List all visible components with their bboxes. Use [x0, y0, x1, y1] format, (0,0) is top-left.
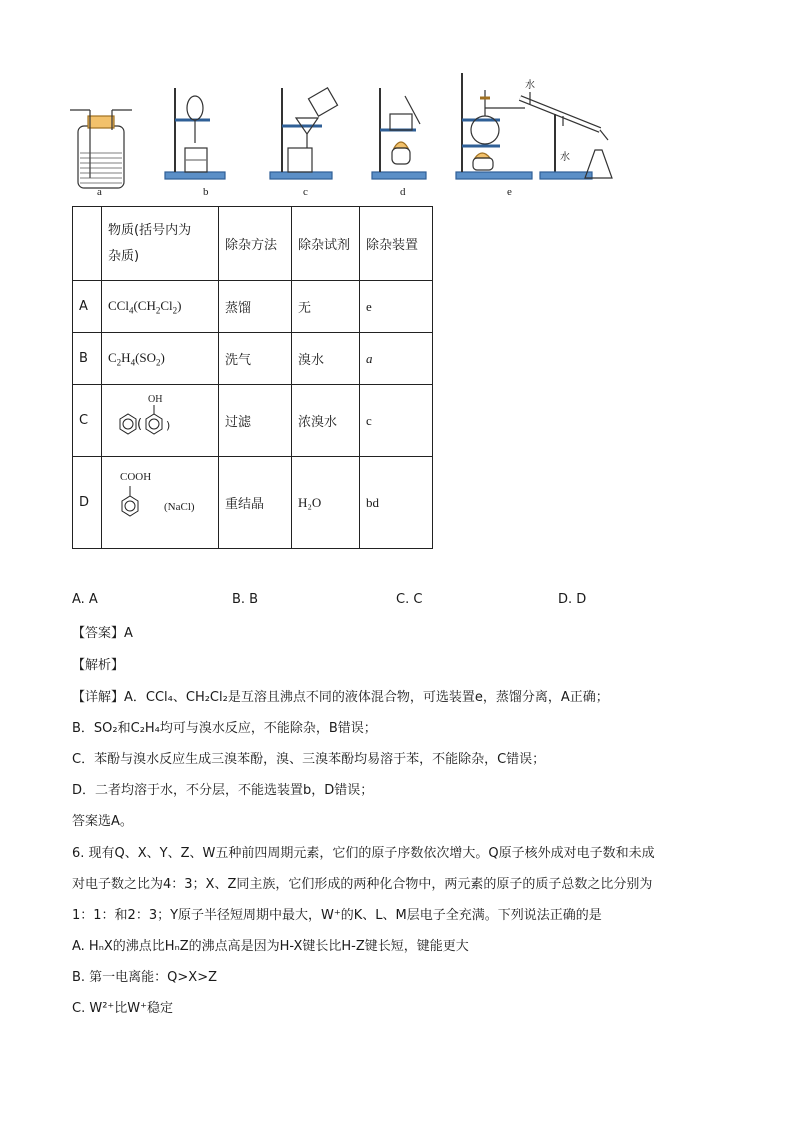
apparatus-label-c: c [303, 186, 308, 198]
row-method: 重结晶 [219, 457, 292, 549]
table-row [73, 457, 433, 549]
benzene-phenol-structure [108, 389, 208, 449]
header-reagent: 除杂试剂 [292, 207, 360, 281]
header-method: 除杂方法 [219, 207, 292, 281]
row-label: B [73, 333, 102, 385]
option-b: B. B [232, 592, 259, 607]
q6-option-c: C. W²⁺比W⁺稳定 [72, 1001, 173, 1016]
svg-text:COOH: COOH [120, 470, 152, 483]
water-in-label: 水 [560, 152, 570, 163]
row-method: 过滤 [219, 385, 292, 457]
apparatus-a-wash-bottle [70, 110, 132, 188]
option-c: C. C [396, 592, 423, 607]
option-d: D. D [558, 592, 587, 607]
detail-a: 【详解】A．CCl₄、CH₂Cl₂是互溶且沸点不同的液体混合物，可选装置e，蒸馏分离，A正确； [72, 690, 609, 705]
svg-text:): ) [166, 418, 171, 432]
row-substance-structure [102, 385, 219, 457]
apparatus-d-evaporation [372, 88, 426, 179]
row-substance: $C_2H_4(SO_2)$ [102, 333, 219, 385]
apparatus-label-b: b [203, 186, 209, 198]
row-reagent: 溴水 [292, 333, 360, 385]
detail-b: B．SO₂和C₂H₄均可与溴水反应，不能除杂，B错误； [72, 721, 377, 736]
row-method: 洗气 [219, 333, 292, 385]
analysis-label: 【解析】 [72, 658, 125, 673]
svg-text:OH: OH [148, 393, 163, 405]
apparatus-label-d: d [400, 186, 406, 198]
answer-label: 【答案】A [72, 626, 133, 641]
detail-c: C．苯酚与溴水反应生成三溴苯酚，溴、三溴苯酚均易溶于苯，不能除杂，C错误； [72, 752, 546, 767]
header-substance: 物质(括号内为 杂质) [102, 207, 219, 281]
water-out-label: 水 [525, 80, 535, 91]
row-device: e [360, 281, 433, 333]
row-device: bd [360, 457, 433, 549]
q6-stem-line1: 6. 现有Q、X、Y、Z、W五种前四周期元素，它们的原子序数依次增大。Q原子核外成对电子数和未成 [72, 846, 655, 861]
q6-option-a: A. HₙX的沸点比HₙZ的沸点高是因为H-X键长比H-Z键长短，键能更大 [72, 939, 469, 954]
table-header-row [73, 207, 433, 281]
benzoic-acid-structure [108, 466, 212, 536]
svg-text:(: ( [137, 416, 143, 432]
q6-stem-line3: 1：1：和2：3；Y原子半径短周期中最大，W⁺的K、L、M层电子全充满。下列说法正确的是 [72, 908, 602, 923]
option-a: A. A [72, 592, 98, 607]
row-reagent: 浓溴水 [292, 385, 360, 457]
apparatus-label-e: e [507, 186, 512, 198]
row-label: D [73, 457, 102, 549]
row-method: 蒸馏 [219, 281, 292, 333]
row-label: C [73, 385, 102, 457]
q6-option-b: B. 第一电离能：Q>X>Z [72, 970, 218, 985]
apparatus-label-a: a [97, 186, 102, 198]
table-row [73, 281, 433, 333]
row-substance-structure [102, 457, 219, 549]
apparatus-c-filtration [270, 88, 338, 179]
detail-d: D．二者均溶于水，不分层，不能选装置b，D错误； [72, 783, 374, 798]
row-label: A [73, 281, 102, 333]
row-substance: $CCl_4(CH_2Cl_2)$ [102, 281, 219, 333]
row-device: c [360, 385, 433, 457]
apparatus-b-separatory-funnel [165, 88, 225, 179]
purification-table [72, 206, 433, 549]
row-device: a [360, 333, 433, 385]
row-reagent: H₂O [292, 457, 360, 549]
table-row [73, 385, 433, 457]
header-device: 除杂装置 [360, 207, 433, 281]
apparatus-figure [60, 68, 720, 203]
row-reagent: 无 [292, 281, 360, 333]
q6-stem-line2: 对电子数之比为4：3；X、Z同主族，它们形成的两种化合物中，两元素的原子的质子总数之比分别为 [72, 877, 653, 892]
detail-end: 答案选A。 [72, 814, 133, 829]
table-row [73, 333, 433, 385]
svg-text:(NaCl): (NaCl) [164, 500, 195, 513]
